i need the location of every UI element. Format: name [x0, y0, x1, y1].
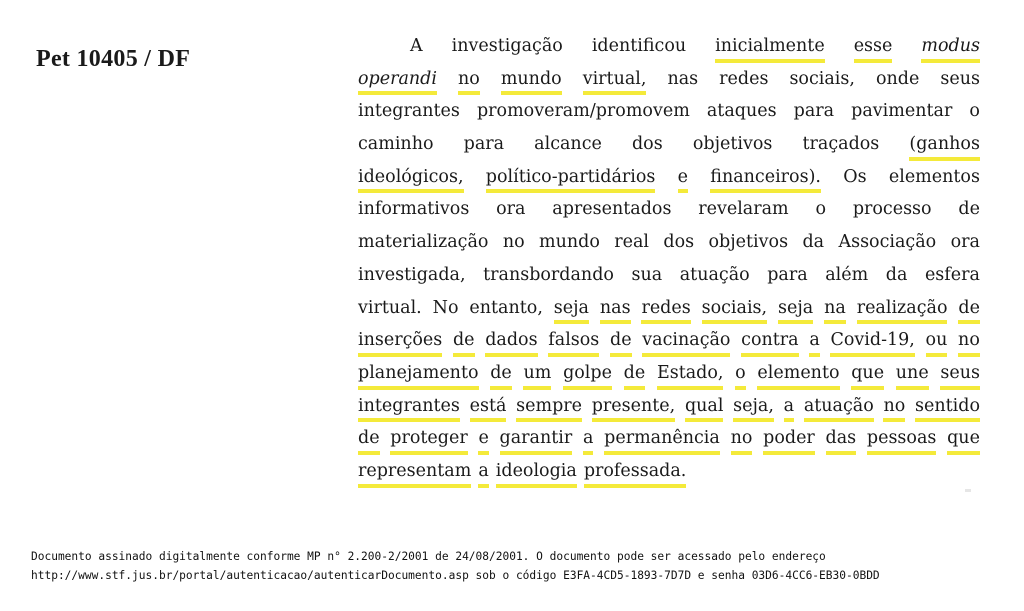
word: a — [784, 390, 794, 423]
word: e — [678, 161, 688, 194]
word: ataques — [706, 101, 777, 122]
word: objetivos — [692, 134, 773, 155]
word: Os — [843, 166, 867, 187]
word: que — [947, 422, 980, 455]
word: de — [490, 357, 512, 390]
word: virtual. — [358, 297, 422, 318]
word: para — [793, 101, 835, 122]
word: o — [735, 357, 746, 390]
word: entanto, — [469, 297, 543, 318]
authentication-url-line: http://www.stf.jus.br/portal/autenticacao/autenticarDocumento.asp sob o código E3FA-4CD5-1893-7D7D e senha 03D6-4CC6-EB30-0BDD — [31, 569, 880, 582]
text-line — [358, 455, 980, 488]
word: para — [463, 134, 505, 155]
word: sempre — [516, 390, 582, 423]
word: objetivos — [708, 232, 789, 253]
word: dos — [631, 134, 663, 155]
word: realização — [857, 292, 948, 325]
word: no — [731, 422, 753, 455]
word: processo — [852, 199, 932, 220]
word: sociais, — [789, 68, 855, 89]
digital-signature-footer — [31, 547, 1011, 585]
word: a — [583, 422, 593, 455]
word: garantir — [500, 422, 573, 455]
word: além — [825, 264, 869, 285]
word: (ganhos — [909, 128, 980, 161]
word: seja, — [733, 390, 774, 423]
word: modus — [921, 30, 980, 63]
word: golpe — [563, 357, 612, 390]
word: promoveram/promovem — [476, 101, 690, 122]
word: atuação — [679, 264, 750, 285]
word: sua — [631, 264, 663, 285]
word: une — [896, 357, 929, 390]
word: no — [958, 324, 980, 357]
word: mundo — [539, 232, 600, 253]
word: de — [358, 422, 380, 455]
text-line — [358, 292, 980, 325]
word: onde — [875, 68, 920, 89]
word: apresentados — [552, 199, 672, 220]
word: integrantes — [358, 390, 460, 423]
word: sociais, — [702, 292, 768, 325]
word: real — [614, 232, 650, 253]
word: e — [478, 422, 488, 455]
word: virtual, — [583, 63, 647, 96]
text-line — [358, 390, 980, 423]
word: traçados — [802, 134, 880, 155]
text-line — [358, 422, 980, 455]
word: o — [969, 101, 980, 122]
word: permanência — [604, 422, 720, 455]
word: qual — [685, 390, 724, 423]
word: sentido — [915, 390, 980, 423]
word: identificou — [591, 36, 687, 56]
text-line — [358, 259, 980, 292]
word: proteger — [390, 422, 467, 455]
highlighted-paragraph — [358, 30, 980, 488]
word: No — [432, 297, 459, 318]
text-line — [358, 30, 980, 63]
word: ideológicos, — [358, 161, 464, 194]
word: Estado, — [657, 357, 724, 390]
word: Covid-19, — [830, 324, 914, 357]
word: da — [885, 264, 908, 285]
word: investigação — [451, 36, 563, 56]
word: vacinação — [642, 324, 730, 357]
word: das — [826, 422, 857, 455]
word: contra — [741, 324, 798, 357]
case-number-header: Pet 10405 / DF — [36, 46, 191, 72]
word: presente, — [592, 390, 675, 423]
word: alcance — [534, 134, 602, 155]
word: ou — [926, 324, 948, 357]
word: no — [502, 232, 525, 253]
word: inserções — [358, 324, 442, 357]
word: operandi — [358, 63, 437, 96]
word: planejamento — [358, 357, 479, 390]
word: seja — [778, 292, 813, 325]
word: A — [410, 36, 423, 56]
word: financeiros). — [710, 161, 821, 194]
word: elemento — [757, 357, 839, 390]
word: está — [470, 390, 507, 423]
word: de — [958, 199, 980, 220]
word: redes — [641, 292, 690, 325]
text-line — [358, 161, 980, 194]
scan-artifact — [965, 489, 971, 492]
word: integrantes — [358, 101, 460, 122]
text-line — [358, 193, 980, 226]
word: nas — [600, 292, 631, 325]
word: materialização — [358, 232, 489, 253]
word: de — [958, 292, 980, 325]
word: que — [851, 357, 884, 390]
word: investigada, — [358, 264, 466, 285]
word: atuação — [804, 390, 874, 423]
text-line — [358, 63, 980, 96]
word: para — [767, 264, 808, 285]
word: ora — [496, 199, 526, 220]
word: Associação — [838, 232, 937, 253]
word: ideologia — [496, 455, 577, 488]
word: ora — [950, 232, 980, 253]
word: o — [815, 199, 826, 220]
word: político-partidários — [486, 161, 656, 194]
word: mundo — [501, 63, 562, 96]
word: a — [809, 324, 819, 357]
word: pavimentar — [851, 101, 953, 122]
word: da — [802, 232, 825, 253]
word: representam — [358, 455, 471, 488]
text-line — [358, 95, 980, 128]
word: nas — [667, 68, 699, 89]
word: um — [523, 357, 551, 390]
word: transbordando — [483, 264, 614, 285]
word: pessoas — [867, 422, 936, 455]
word: seus — [940, 357, 980, 390]
word: seja — [554, 292, 589, 325]
word: informativos — [358, 199, 470, 220]
word: de — [453, 324, 475, 357]
word: no — [458, 63, 480, 96]
word: dados — [485, 324, 537, 357]
word: elementos — [888, 166, 980, 187]
word: inicialmente — [715, 30, 825, 63]
word: esfera — [924, 264, 980, 285]
word: caminho — [358, 134, 434, 155]
text-line — [358, 226, 980, 259]
word: de — [610, 324, 632, 357]
word: na — [824, 292, 846, 325]
signature-notice-line: Documento assinado digitalmente conforme MP n° 2.200-2/2001 de 24/08/2001. O documento pode ser acessado pelo endereço — [31, 550, 826, 563]
word: falsos — [548, 324, 599, 357]
word: no — [883, 390, 905, 423]
word: professada. — [584, 455, 687, 488]
word: a — [478, 455, 488, 488]
word: seus — [940, 68, 980, 89]
word: redes — [719, 68, 769, 89]
word: de — [624, 357, 646, 390]
word: revelaram — [698, 199, 789, 220]
text-line — [358, 128, 980, 161]
word: poder — [763, 422, 815, 455]
text-line — [358, 324, 980, 357]
text-line — [358, 357, 980, 390]
word: dos — [663, 232, 695, 253]
word: esse — [854, 30, 893, 63]
